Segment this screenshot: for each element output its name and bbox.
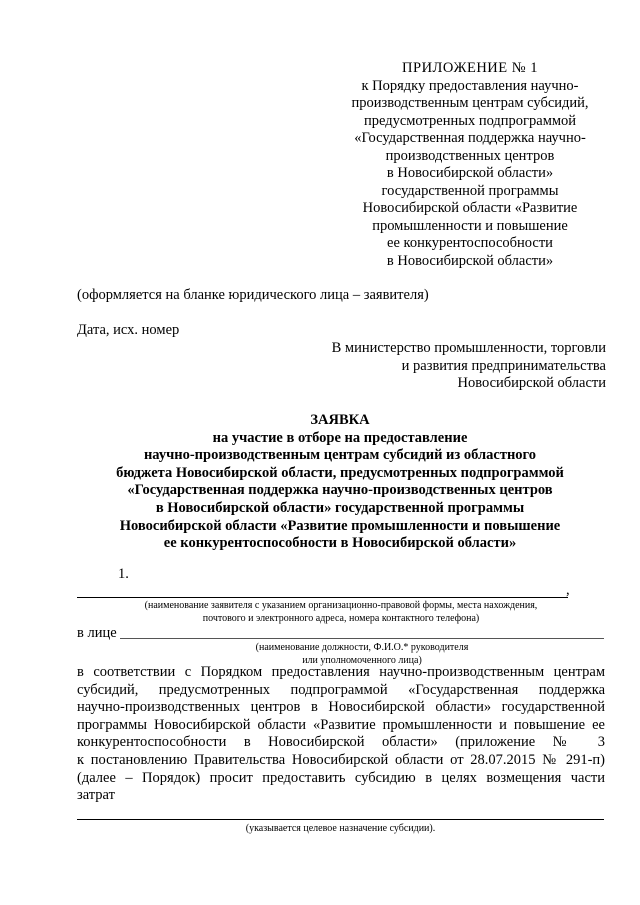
application-title-block <box>80 412 600 553</box>
applicant-note-line: (наименование заявителя с указанием организационно-правовой формы, места нахождения, <box>144 600 538 611</box>
appendix-line: государственной программы <box>381 182 559 199</box>
appendix-line: производственным центрам субсидий, <box>351 95 589 111</box>
addressee-line: и развития предпринимательства <box>401 357 606 374</box>
body-line: (далее – Порядок) просит предоставить субсидию в целях возмещения части <box>77 769 605 786</box>
addressee-line: Новосибирской области <box>457 375 606 392</box>
item-number: 1. <box>118 566 129 582</box>
body-line: субсидий, предусмотренных подпрограммой «Государственная поддержка <box>77 681 605 698</box>
date-label: Дата, исх. номер <box>77 322 180 338</box>
person-line <box>120 638 604 639</box>
person-note-line: или уполномоченного лица) <box>302 655 422 666</box>
person-note-line: (наименование должности, Ф.И.О.* руководителя <box>255 642 469 653</box>
body-line: к постановлению Правительства Новосибирской области от 28.07.2015 № 291-п) <box>77 751 605 768</box>
appendix-block <box>340 60 600 270</box>
application-title: ЗАЯВКА <box>310 412 370 428</box>
purpose-note: (указывается целевое назначение субсидии). <box>245 823 436 834</box>
appendix-line: производственных центров <box>385 147 555 164</box>
application-line: «Государственная поддержка научно-производственных центров <box>127 482 553 499</box>
comma: , <box>566 582 570 598</box>
appendix-line: Новосибирской области «Развитие <box>362 200 578 216</box>
appendix-line: предусмотренных подпрограммой <box>363 112 577 129</box>
appendix-line: к Порядку предоставления научно- <box>361 77 579 94</box>
appendix-line: в Новосибирской области» <box>386 165 554 181</box>
addressee-line: В министерство промышленности, торговли <box>331 340 606 356</box>
body-line: программы Новосибирской области «Развитие промышленности и повышение ее <box>77 716 605 733</box>
application-line: Новосибирской области «Развитие промышленности и повышение <box>119 517 561 534</box>
blank-note: (оформляется на бланке юридического лица – заявителя) <box>77 287 429 303</box>
application-line: на участие в отборе на предоставление <box>212 429 468 446</box>
body-line: научно-производственных центров в Новосибирской области» государственной <box>77 699 605 716</box>
application-line: в Новосибирской области» государственной программы <box>155 499 525 516</box>
appendix-title: ПРИЛОЖЕНИЕ № 1 <box>402 60 538 76</box>
appendix-line: «Государственная поддержка научно- <box>354 130 586 146</box>
body-line: конкурентоспособности в Новосибирской области» (приложение № 3 <box>77 734 605 751</box>
applicant-note <box>77 599 605 625</box>
person-label: в лице <box>77 625 117 641</box>
application-line: ее конкурентоспособности в Новосибирской области» <box>163 535 517 552</box>
application-line: бюджета Новосибирской области, предусмотренных подпрограммой <box>116 464 564 481</box>
appendix-line: в Новосибирской области» <box>386 252 554 269</box>
body-line: в соответствии с Порядком предоставления научно-производственным центрам <box>77 664 605 680</box>
body-last-line: затрат <box>77 787 115 804</box>
addressee-block <box>332 340 606 393</box>
applicant-note-line: почтового и электронного адреса, номера контактного телефона) <box>202 613 480 624</box>
appendix-line: промышленности и повышение <box>372 217 568 234</box>
body-paragraph <box>77 664 605 805</box>
applicant-name-line <box>77 597 568 598</box>
appendix-line: ее конкурентоспособности <box>387 235 553 251</box>
purpose-line <box>77 819 604 820</box>
application-line: научно-производственным центрам субсидий из областного <box>143 447 537 464</box>
